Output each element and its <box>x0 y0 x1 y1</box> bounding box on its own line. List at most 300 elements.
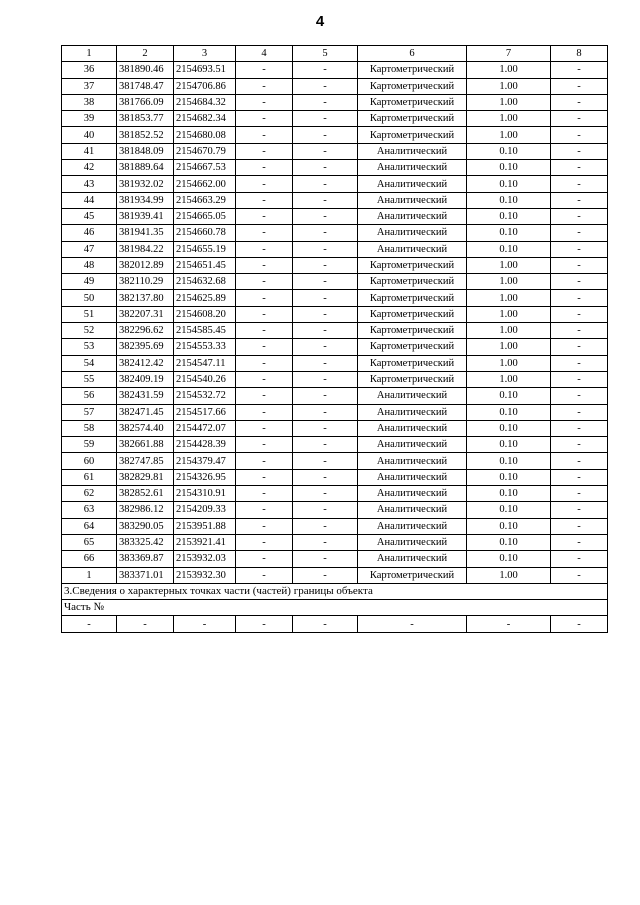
table-cell: 56 <box>62 388 117 404</box>
table-cell: Картометрический <box>358 371 467 387</box>
table-cell: - <box>236 388 293 404</box>
table-cell: - <box>293 469 358 485</box>
table-row <box>62 469 608 485</box>
table-cell: 64 <box>62 518 117 534</box>
table-cell: 8 <box>551 46 608 62</box>
table-cell: - <box>551 127 608 143</box>
table-cell: - <box>236 111 293 127</box>
table-cell: - <box>236 241 293 257</box>
table-cell: 382471.45 <box>117 404 174 420</box>
table-cell: 2154540.26 <box>174 371 236 387</box>
empty-row <box>62 616 608 632</box>
table-cell: Аналитический <box>358 534 467 550</box>
table-cell: - <box>236 551 293 567</box>
table-cell: - <box>236 176 293 192</box>
table-row <box>62 274 608 290</box>
table-cell: 48 <box>62 257 117 273</box>
table-cell: 2154608.20 <box>174 306 236 322</box>
table-row <box>62 208 608 224</box>
table-cell: - <box>551 290 608 306</box>
table-cell: 382431.59 <box>117 388 174 404</box>
table-cell: 381852.52 <box>117 127 174 143</box>
table-cell: Картометрический <box>358 62 467 78</box>
table-cell: - <box>551 404 608 420</box>
table-cell: Аналитический <box>358 486 467 502</box>
table-row <box>62 323 608 339</box>
table-cell: 2154682.34 <box>174 111 236 127</box>
table-cell: 2154651.45 <box>174 257 236 273</box>
table-cell: - <box>293 551 358 567</box>
table-cell: - <box>293 160 358 176</box>
table-cell: 381748.47 <box>117 78 174 94</box>
table-cell: Аналитический <box>358 404 467 420</box>
table-row <box>62 502 608 518</box>
table-cell: Картометрический <box>358 94 467 110</box>
table-cell: 2154310.91 <box>174 486 236 502</box>
table-cell: 2154553.33 <box>174 339 236 355</box>
table-cell: Аналитический <box>358 551 467 567</box>
table-cell: - <box>236 143 293 159</box>
table-cell: - <box>551 616 608 632</box>
table-cell: - <box>551 274 608 290</box>
table-cell: 62 <box>62 486 117 502</box>
table-cell: 2154326.95 <box>174 469 236 485</box>
table-cell: 2153932.30 <box>174 567 236 583</box>
table-cell: - <box>236 453 293 469</box>
table-cell: 2154663.29 <box>174 192 236 208</box>
table-cell: - <box>293 616 358 632</box>
table-cell: Картометрический <box>358 355 467 371</box>
table-cell: 36 <box>62 62 117 78</box>
table-cell: - <box>293 437 358 453</box>
section-title: 3.Сведения о характерных точках части (частей) границы объекта <box>62 583 608 599</box>
table-cell: - <box>551 437 608 453</box>
table-cell: Картометрический <box>358 339 467 355</box>
table-cell: Картометрический <box>358 78 467 94</box>
table-cell: - <box>358 616 467 632</box>
table-cell: - <box>293 111 358 127</box>
table-cell: Картометрический <box>358 290 467 306</box>
table-cell: 1.00 <box>467 323 551 339</box>
table-cell: 2154665.05 <box>174 208 236 224</box>
table-cell: 2153921.41 <box>174 534 236 550</box>
table-cell: Аналитический <box>358 192 467 208</box>
table-cell: 383290.05 <box>117 518 174 534</box>
table-cell: - <box>293 241 358 257</box>
table-row <box>62 551 608 567</box>
table-cell: - <box>236 62 293 78</box>
table-cell: - <box>293 371 358 387</box>
table-cell: 1.00 <box>467 111 551 127</box>
table-row <box>62 404 608 420</box>
table-cell: 1.00 <box>467 355 551 371</box>
table-cell: - <box>236 518 293 534</box>
table-cell: 382661.88 <box>117 437 174 453</box>
section-title-row <box>62 583 608 599</box>
table-cell: 51 <box>62 306 117 322</box>
table-cell: - <box>236 355 293 371</box>
table-cell: - <box>236 486 293 502</box>
table-cell: 381848.09 <box>117 143 174 159</box>
table-cell: 2154706.86 <box>174 78 236 94</box>
table-cell: - <box>293 518 358 534</box>
table-cell: - <box>293 225 358 241</box>
table-cell: 65 <box>62 534 117 550</box>
table-cell: 2153951.88 <box>174 518 236 534</box>
table-cell: 1 <box>62 567 117 583</box>
table-row <box>62 176 608 192</box>
table-cell: 1.00 <box>467 257 551 273</box>
table-row <box>62 127 608 143</box>
table-cell: - <box>293 486 358 502</box>
table-cell: - <box>551 339 608 355</box>
table-cell: 2154209.33 <box>174 502 236 518</box>
table-cell: 2154632.68 <box>174 274 236 290</box>
table-cell: 383325.42 <box>117 534 174 550</box>
table-row <box>62 437 608 453</box>
table-row <box>62 388 608 404</box>
table-cell: 382137.80 <box>117 290 174 306</box>
table-row <box>62 257 608 273</box>
table-cell: 0.10 <box>467 225 551 241</box>
table-row <box>62 355 608 371</box>
table-cell: 49 <box>62 274 117 290</box>
table-cell: 382412.42 <box>117 355 174 371</box>
table-cell: 6 <box>358 46 467 62</box>
table-cell: 47 <box>62 241 117 257</box>
table-row <box>62 453 608 469</box>
table-cell: 1.00 <box>467 78 551 94</box>
table-cell: - <box>236 323 293 339</box>
table-cell: - <box>236 534 293 550</box>
table-cell: 7 <box>467 46 551 62</box>
boundary-points-table <box>61 45 608 633</box>
table-cell: 58 <box>62 420 117 436</box>
table-cell: - <box>293 420 358 436</box>
table-cell: - <box>551 143 608 159</box>
table-cell: 54 <box>62 355 117 371</box>
table-cell: 382012.89 <box>117 257 174 273</box>
table-cell: - <box>551 355 608 371</box>
table-cell: - <box>236 290 293 306</box>
table-cell: - <box>293 306 358 322</box>
table-cell: 60 <box>62 453 117 469</box>
table-cell: Картометрический <box>358 323 467 339</box>
table-row <box>62 518 608 534</box>
table-cell: 382852.61 <box>117 486 174 502</box>
table-cell: 1 <box>62 46 117 62</box>
table-cell: Картометрический <box>358 257 467 273</box>
table-row <box>62 339 608 355</box>
table-cell: - <box>551 567 608 583</box>
table-cell: - <box>293 404 358 420</box>
table-cell: 42 <box>62 160 117 176</box>
table-row <box>62 143 608 159</box>
table-cell: - <box>551 94 608 110</box>
table-cell: 0.10 <box>467 502 551 518</box>
table-cell: - <box>551 306 608 322</box>
table-cell: 2154670.79 <box>174 143 236 159</box>
table-row <box>62 306 608 322</box>
table-cell: - <box>236 469 293 485</box>
table-cell: - <box>293 388 358 404</box>
table-cell: Аналитический <box>358 225 467 241</box>
table-cell: 0.10 <box>467 518 551 534</box>
table-cell: - <box>551 502 608 518</box>
table-cell: - <box>551 225 608 241</box>
table-cell: 43 <box>62 176 117 192</box>
part-label: Часть № <box>62 600 608 616</box>
table-cell: 0.10 <box>467 420 551 436</box>
table-cell: Картометрический <box>358 567 467 583</box>
table-cell: 0.10 <box>467 241 551 257</box>
table-row <box>62 160 608 176</box>
table-cell: - <box>293 143 358 159</box>
table-cell: 0.10 <box>467 486 551 502</box>
table-cell: - <box>236 616 293 632</box>
table-row <box>62 94 608 110</box>
table-cell: 382207.31 <box>117 306 174 322</box>
table-cell: - <box>174 616 236 632</box>
table-cell: 1.00 <box>467 306 551 322</box>
table-cell: - <box>551 176 608 192</box>
table-cell: 0.10 <box>467 208 551 224</box>
table-cell: - <box>293 534 358 550</box>
table-cell: 0.10 <box>467 551 551 567</box>
table-cell: - <box>551 420 608 436</box>
table-cell: - <box>551 257 608 273</box>
table-cell: 381984.22 <box>117 241 174 257</box>
table-cell: - <box>293 176 358 192</box>
table-cell: 381766.09 <box>117 94 174 110</box>
table-cell: 57 <box>62 404 117 420</box>
table-cell: - <box>551 78 608 94</box>
table-cell: - <box>236 404 293 420</box>
table-cell: 382829.81 <box>117 469 174 485</box>
table-cell: - <box>62 616 117 632</box>
table-cell: 381932.02 <box>117 176 174 192</box>
table-cell: 37 <box>62 78 117 94</box>
table-cell: 66 <box>62 551 117 567</box>
table-cell: 2154680.08 <box>174 127 236 143</box>
table-cell: 382395.69 <box>117 339 174 355</box>
table-cell: 382986.12 <box>117 502 174 518</box>
table-cell: 39 <box>62 111 117 127</box>
table-cell: 0.10 <box>467 192 551 208</box>
table-cell: 1.00 <box>467 274 551 290</box>
table-row <box>62 534 608 550</box>
table-cell: - <box>551 469 608 485</box>
table-cell: 1.00 <box>467 290 551 306</box>
table-cell: - <box>293 208 358 224</box>
table-cell: - <box>551 453 608 469</box>
table-row <box>62 241 608 257</box>
table-cell: 53 <box>62 339 117 355</box>
table-row <box>62 62 608 78</box>
table-cell: 382296.62 <box>117 323 174 339</box>
table-row <box>62 78 608 94</box>
table-row <box>62 486 608 502</box>
table-cell: - <box>293 355 358 371</box>
table-cell: 381941.35 <box>117 225 174 241</box>
table-cell: 55 <box>62 371 117 387</box>
table-cell: - <box>551 534 608 550</box>
table-cell: 4 <box>236 46 293 62</box>
table-cell: 0.10 <box>467 437 551 453</box>
table-cell: 382747.85 <box>117 453 174 469</box>
table-cell: 0.10 <box>467 453 551 469</box>
table-cell: 52 <box>62 323 117 339</box>
table-cell: 1.00 <box>467 371 551 387</box>
table-cell: Аналитический <box>358 143 467 159</box>
table-cell: 0.10 <box>467 160 551 176</box>
table-cell: - <box>236 127 293 143</box>
table-cell: 50 <box>62 290 117 306</box>
table-cell: - <box>293 567 358 583</box>
table-cell: 0.10 <box>467 469 551 485</box>
table-cell: 38 <box>62 94 117 110</box>
table-cell: - <box>236 306 293 322</box>
table-row <box>62 192 608 208</box>
table-cell: 2154532.72 <box>174 388 236 404</box>
table-cell: 381890.46 <box>117 62 174 78</box>
table-cell: - <box>293 290 358 306</box>
table-cell: - <box>551 551 608 567</box>
table-cell: - <box>236 567 293 583</box>
table-cell: 1.00 <box>467 94 551 110</box>
table-cell: - <box>236 94 293 110</box>
table-cell: - <box>236 502 293 518</box>
table-cell: 59 <box>62 437 117 453</box>
table-cell: - <box>117 616 174 632</box>
table-cell: - <box>551 192 608 208</box>
table-cell: - <box>551 518 608 534</box>
table-cell: Аналитический <box>358 453 467 469</box>
table-cell: - <box>293 94 358 110</box>
table-cell: Картометрический <box>358 111 467 127</box>
table-cell: 381934.99 <box>117 192 174 208</box>
table-cell: - <box>467 616 551 632</box>
table-cell: 2154693.51 <box>174 62 236 78</box>
table-cell: 1.00 <box>467 339 551 355</box>
table-cell: 381889.64 <box>117 160 174 176</box>
table-cell: - <box>293 339 358 355</box>
table-cell: Картометрический <box>358 274 467 290</box>
table-cell: 45 <box>62 208 117 224</box>
table-cell: Аналитический <box>358 241 467 257</box>
table-cell: - <box>236 371 293 387</box>
table-cell: Картометрический <box>358 127 467 143</box>
table-cell: - <box>236 160 293 176</box>
table-row <box>62 111 608 127</box>
table-cell: 44 <box>62 192 117 208</box>
table-cell: 0.10 <box>467 534 551 550</box>
table-cell: 0.10 <box>467 388 551 404</box>
table-cell: 382110.29 <box>117 274 174 290</box>
table-cell: - <box>236 274 293 290</box>
table-cell: - <box>551 160 608 176</box>
table-cell: - <box>293 192 358 208</box>
table-cell: - <box>551 388 608 404</box>
table-cell: 2154379.47 <box>174 453 236 469</box>
table-cell: - <box>551 241 608 257</box>
table-row <box>62 225 608 241</box>
table-cell: Аналитический <box>358 160 467 176</box>
table-cell: 2154684.32 <box>174 94 236 110</box>
table-cell: 2154655.19 <box>174 241 236 257</box>
table-cell: 382409.19 <box>117 371 174 387</box>
table-cell: 0.10 <box>467 176 551 192</box>
table-cell: - <box>551 62 608 78</box>
table-row <box>62 290 608 306</box>
table-cell: 40 <box>62 127 117 143</box>
table-cell: 2154517.66 <box>174 404 236 420</box>
table-cell: - <box>551 486 608 502</box>
table-header-row <box>62 46 608 62</box>
table-cell: - <box>293 78 358 94</box>
table-cell: - <box>293 323 358 339</box>
table-cell: - <box>236 225 293 241</box>
table-cell: Аналитический <box>358 469 467 485</box>
part-label-row <box>62 600 608 616</box>
table-cell: 2154660.78 <box>174 225 236 241</box>
table-cell: 381939.41 <box>117 208 174 224</box>
table-cell: - <box>236 192 293 208</box>
table-cell: 63 <box>62 502 117 518</box>
table-cell: - <box>293 453 358 469</box>
table-cell: Аналитический <box>358 420 467 436</box>
table-cell: 0.10 <box>467 404 551 420</box>
table-cell: 2 <box>117 46 174 62</box>
table-cell: - <box>236 437 293 453</box>
table-cell: - <box>551 323 608 339</box>
table-cell: 2154662.00 <box>174 176 236 192</box>
table-cell: - <box>293 502 358 518</box>
table-cell: - <box>236 420 293 436</box>
table-cell: 2154428.39 <box>174 437 236 453</box>
table-cell: - <box>293 257 358 273</box>
table-cell: 381853.77 <box>117 111 174 127</box>
table-cell: 383369.87 <box>117 551 174 567</box>
table-cell: 2153932.03 <box>174 551 236 567</box>
table-cell: 1.00 <box>467 127 551 143</box>
table-row <box>62 420 608 436</box>
table-cell: 0.10 <box>467 143 551 159</box>
table-cell: - <box>236 78 293 94</box>
table-cell: 5 <box>293 46 358 62</box>
table-cell: - <box>236 257 293 273</box>
table-cell: - <box>236 208 293 224</box>
table-cell: - <box>293 274 358 290</box>
table-cell: 2154547.11 <box>174 355 236 371</box>
table-cell: Аналитический <box>358 502 467 518</box>
table-cell: Аналитический <box>358 518 467 534</box>
table-row <box>62 567 608 583</box>
table-row <box>62 371 608 387</box>
table-cell: - <box>551 208 608 224</box>
table-cell: - <box>293 62 358 78</box>
table-cell: Аналитический <box>358 176 467 192</box>
table-cell: 2154625.89 <box>174 290 236 306</box>
table-cell: Картометрический <box>358 306 467 322</box>
table-cell: Аналитический <box>358 388 467 404</box>
table-cell: 2154667.53 <box>174 160 236 176</box>
table-cell: 1.00 <box>467 62 551 78</box>
table-cell: 382574.40 <box>117 420 174 436</box>
table-cell: - <box>551 111 608 127</box>
table-cell: - <box>236 339 293 355</box>
table-cell: 1.00 <box>467 567 551 583</box>
